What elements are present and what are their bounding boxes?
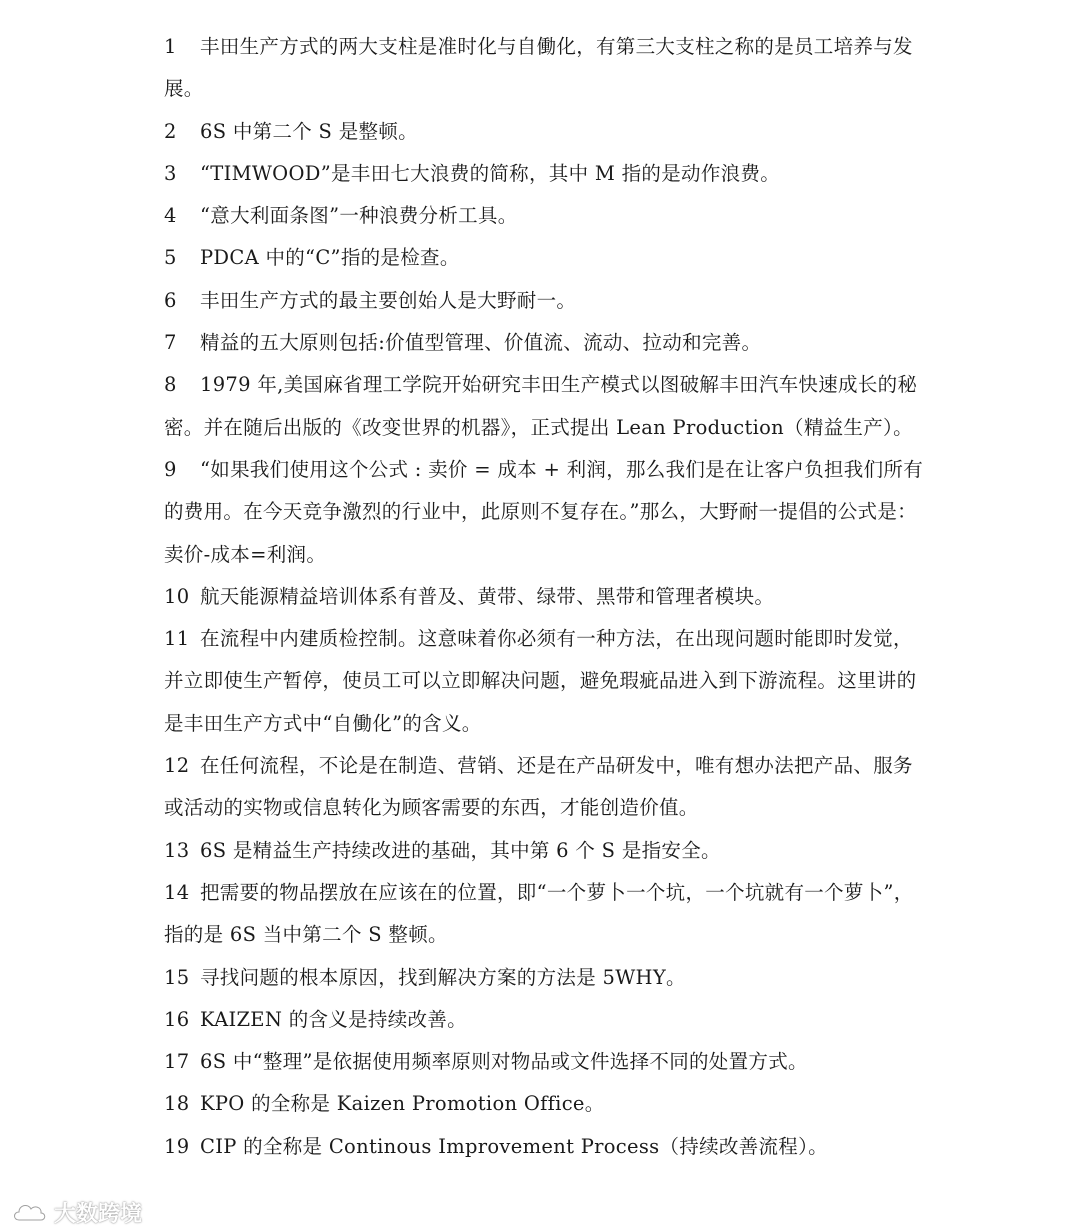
item-number: 16 (164, 1007, 190, 1031)
item-number: 12 (164, 754, 190, 778)
item-number: 1 (164, 35, 177, 58)
cloud-logo-icon (10, 1199, 48, 1225)
item-text: KPO 的全称是 Kaizen Promotion Office。 (200, 1092, 605, 1116)
list-item (164, 280, 924, 322)
item-text: 航天能源精益培训体系有普及、黄带、绿带、黑带和管理者模块。 (200, 584, 775, 608)
item-number: 18 (164, 1092, 190, 1116)
item-text: CIP 的全称是 Continous Improvement Process（持续改善流程）。 (200, 1134, 828, 1158)
item-number: 17 (164, 1050, 190, 1074)
document-body (164, 26, 924, 1168)
item-text: 丰田生产方式的两大支柱是准时化与自働化，有第三大支柱之称的是员工培养与发展。 (164, 35, 913, 101)
item-number: 10 (164, 584, 190, 608)
list-item (164, 195, 924, 237)
item-text: 6S 是精益生产持续改进的基础，其中第 6 个 S 是指安全。 (200, 838, 721, 862)
list-item (164, 1126, 924, 1168)
watermark-text: 大数跨境 (54, 1201, 143, 1227)
item-text: 把需要的物品摆放在应该在的位置，即“一个萝卜一个坑，一个坑就有一个萝卜”，指的是 6S 当中第二个 S 整顿。 (164, 880, 914, 947)
list-item (164, 999, 924, 1041)
list-item (164, 111, 924, 153)
item-number: 2 (164, 119, 177, 143)
item-text: 在流程中内建质检控制。这意味着你必须有一种方法，在出现问题时能即时发觉，并立即使生产暂停，使员工可以立即解决问题，避免瑕疵品进入到下游流程。这里讲的是丰田生产方式中“自働化”的含义。 (164, 627, 917, 735)
item-number: 6 (164, 288, 177, 312)
item-text: “TIMWOOD”是丰田七大浪费的简称，其中 M 指的是动作浪费。 (200, 161, 781, 185)
list-item (164, 830, 924, 872)
item-number: 9 (164, 457, 177, 481)
item-text: 丰田生产方式的最主要创始人是大野耐一。 (200, 288, 577, 312)
item-number: 7 (164, 331, 177, 355)
list-item (164, 26, 924, 111)
item-text: 1979 年,美国麻省理工学院开始研究丰田生产模式以图破解丰田汽车快速成长的秘密。并在随后出版的《改变世界的机器》，正式提出 Lean Production（精益生产）。 (164, 373, 918, 439)
list-item (164, 153, 924, 195)
item-text: 精益的五大原则包括:价值型管理、价值流、流动、拉动和完善。 (200, 331, 762, 355)
list-item (164, 1083, 924, 1125)
item-number: 15 (164, 965, 190, 989)
item-text: PDCA 中的“C”指的是检查。 (200, 246, 460, 270)
list-item (164, 957, 924, 999)
list-item (164, 322, 924, 364)
list-item (164, 576, 924, 618)
list-item (164, 618, 924, 745)
item-text: “意大利面条图”一种浪费分析工具。 (200, 204, 518, 228)
item-number: 19 (164, 1134, 190, 1158)
item-number: 3 (164, 161, 177, 185)
item-number: 4 (164, 204, 177, 228)
list-item (164, 364, 924, 449)
item-text: “如果我们使用这个公式 : 卖价 = 成本 + 利润，那么我们是在让客户负担我们所有的费用。在今天竞争激烈的行业中，此原则不复存在。”那么，大野耐一提倡的公式是：卖价-成本=利润。 (164, 457, 924, 566)
item-text: KAIZEN 的含义是持续改善。 (200, 1007, 467, 1031)
item-number: 14 (164, 880, 190, 904)
list-item (164, 745, 924, 830)
item-text: 在任何流程，不论是在制造、营销、还是在产品研发中，唯有想办法把产品、服务或活动的实物或信息转化为顾客需要的东西，才能创造价值。 (164, 754, 913, 820)
item-number: 5 (164, 246, 177, 270)
item-text: 寻找问题的根本原因，找到解决方案的方法是 5WHY。 (200, 965, 686, 989)
watermark (10, 1196, 142, 1228)
item-text: 6S 中“整理”是依据使用频率原则对物品或文件选择不同的处置方式。 (200, 1050, 808, 1074)
item-number: 13 (164, 838, 190, 862)
list-item (164, 1041, 924, 1083)
list-item (164, 237, 924, 279)
item-number: 8 (164, 373, 177, 397)
list-item (164, 872, 924, 957)
item-text: 6S 中第二个 S 是整顿。 (200, 119, 418, 143)
item-number: 11 (164, 627, 190, 651)
list-item (164, 449, 924, 576)
